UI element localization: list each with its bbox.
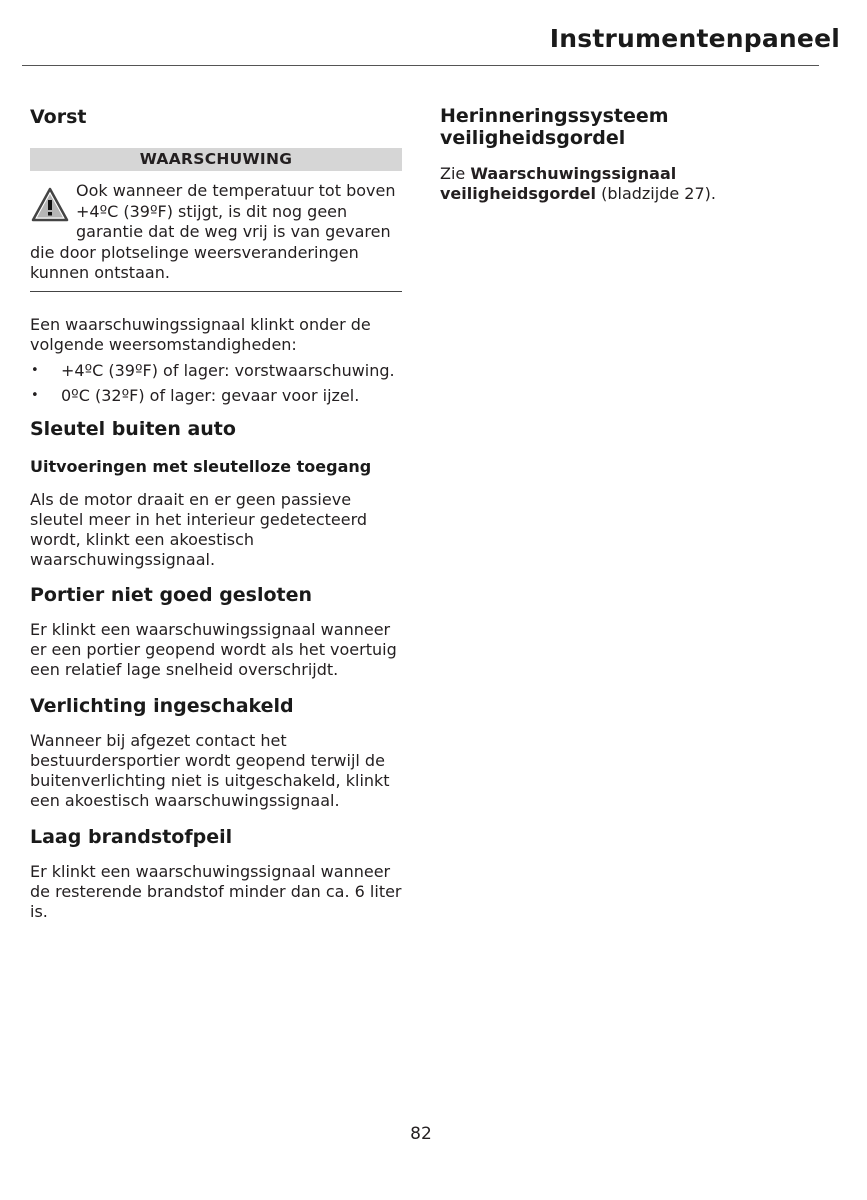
section-heading-fuel: Laag brandstofpeil <box>30 825 233 848</box>
page-number: 82 <box>410 1124 432 1144</box>
title-divider <box>22 65 819 66</box>
bullet-icon: • <box>31 362 39 378</box>
section-heading-seatbelt: Herinneringssysteem veiligheidsgordel <box>440 105 669 149</box>
lights-text: Wanneer bij afgezet contact het bestuurdersportier wordt geopend terwijl de buitenverlichting niet is uitgeschakeld, klinkt een akoestisch waarschuwingssignaal. <box>30 730 390 810</box>
right-column <box>440 100 820 204</box>
bullet-icon: • <box>31 387 39 403</box>
page-title: Instrumentenpaneel <box>549 24 840 53</box>
warning-text: Ook wanneer de temperatuur tot boven +4ºC (39ºF) stijgt, is dit nog geen garantie dat de weg vrij is van gevaren die door plotselinge weersveranderingen kunnen ontstaan. <box>30 181 396 282</box>
warning-label: WAARSCHUWING <box>30 148 402 171</box>
subheading-keyless: Uitvoeringen met sleutelloze toegang <box>30 456 372 476</box>
frost-bullet-list <box>30 361 402 406</box>
warning-box <box>30 171 402 292</box>
left-column <box>30 100 402 922</box>
section-heading-key-outside: Sleutel buiten auto <box>30 417 236 440</box>
list-item: • 0ºC (32ºF) of lager: gevaar voor ijzel. <box>31 385 360 405</box>
section-heading-frost: Vorst <box>30 106 87 128</box>
section-heading-door: Portier niet goed gesloten <box>30 583 313 606</box>
key-outside-text: Als de motor draait en er geen passieve sleutel meer in het interieur gedetecteerd wordt, klinkt een akoestisch waarschuwingssignaal. <box>30 489 368 569</box>
warning-triangle-icon <box>30 185 70 225</box>
door-text: Er klinkt een waarschuwingssignaal wanneer er een portier geopend wordt als het voertuig een relatief lage snelheid overschrijdt. <box>30 619 397 679</box>
cross-reference-link[interactable]: Waarschuwingssignaal veiligheidsgordel <box>440 164 677 203</box>
section-heading-lights: Verlichting ingeschakeld <box>30 694 294 717</box>
seatbelt-text: Zie Waarschuwingssignaal veiligheidsgordel (bladzijde 27). <box>440 164 716 203</box>
frost-intro: Een waarschuwingssignaal klinkt onder de volgende weersomstandigheden: <box>30 314 371 354</box>
list-item: • +4ºC (39ºF) of lager: vorstwaarschuwing. <box>31 360 395 380</box>
fuel-text: Er klinkt een waarschuwingssignaal wanneer de resterende brandstof minder dan ca. 6 liter is. <box>30 861 402 921</box>
